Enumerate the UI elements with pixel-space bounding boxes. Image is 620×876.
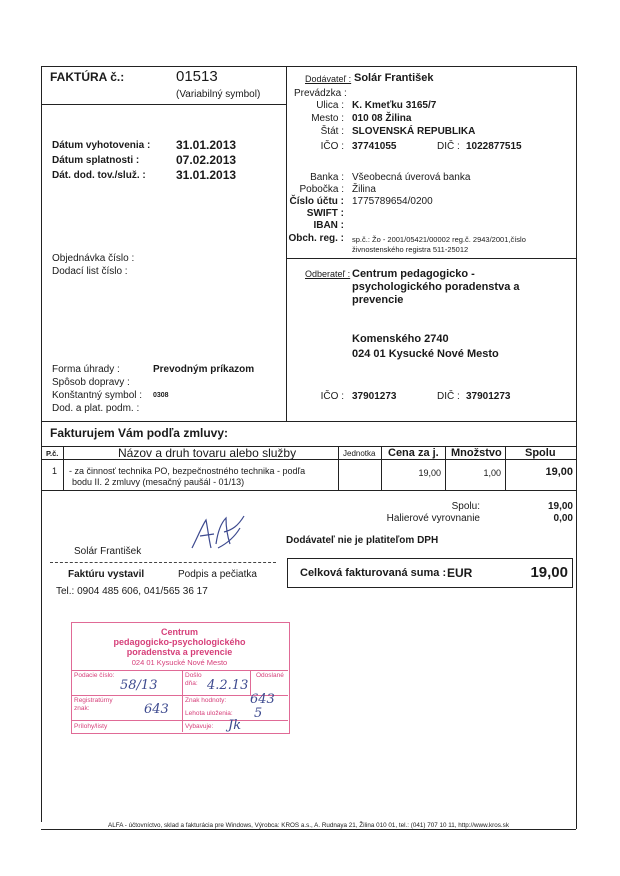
variable-symbol-label: (Variabilný symbol): [176, 89, 261, 100]
order-label: Objednávka číslo :: [52, 253, 135, 264]
item-qty: 1,00: [483, 468, 501, 478]
swift-label: SWIFT :: [306, 208, 344, 219]
stamp-podacie-value: 58/13: [120, 678, 158, 693]
signature-line: [50, 562, 276, 563]
stamp-vybavuje-label: Vybavuje:: [185, 723, 214, 730]
table-bottom: [41, 490, 576, 491]
table-col-2: [338, 446, 339, 490]
supplier-dic: 1022877515: [466, 141, 522, 152]
supplier-branch: Žilina: [352, 184, 376, 195]
items-heading: Fakturujem Vám podľa zmluvy:: [50, 426, 228, 440]
item-total: 19,00: [545, 466, 573, 478]
city-label: Mesto :: [311, 113, 344, 124]
grand-total-value: 19,00: [530, 564, 568, 581]
stamp-lehota-label: Lehota uloženia:: [185, 710, 233, 717]
stamp-podacie-label: Podacie číslo:: [74, 672, 115, 679]
customer-city: 024 01 Kysucké Nové Mesto: [352, 348, 499, 360]
invoice-number-divider: [41, 104, 286, 105]
issue-date: 31.01.2013: [176, 138, 237, 152]
customer-name-line1: Centrum pedagogicko -: [352, 268, 475, 280]
delivery-date: 31.01.2013: [176, 168, 237, 182]
stamp-odoslane-label: Odoslané: [256, 672, 284, 679]
table-col-1: [63, 446, 64, 490]
item-name-line2: bodu II. 2 zmluvy (mesačný paušál - 01/13): [72, 477, 245, 487]
stamp-vybavuje-value: Jk: [228, 718, 242, 733]
account-label: Číslo účtu :: [289, 196, 344, 207]
sign-label: Podpis a pečiatka: [178, 569, 257, 580]
frame-left: [41, 66, 42, 829]
grand-total-currency: EUR: [447, 566, 473, 580]
const-symbol-label: Konštantný symbol :: [52, 390, 143, 401]
prevadzka-label: Prevádzka :: [294, 88, 347, 99]
col-unit-header: Jednotka: [343, 449, 376, 458]
stamp-prilohy-label: Prílohy/listy: [74, 723, 108, 730]
table-col-3: [381, 446, 382, 490]
stamp-line4: 024 01 Kysucké Nové Mesto: [131, 658, 228, 667]
rounding-value: 0,00: [553, 513, 573, 524]
issued-label: Faktúru vystavil: [68, 569, 145, 580]
supplier-account: 1775789654/0200: [352, 196, 433, 207]
stamp-reg-label: Registratúrny znak:: [74, 697, 113, 712]
bank-label: Banka :: [310, 172, 344, 183]
ico-label: IČO :: [320, 141, 344, 152]
supplier-street: K. Kmeťku 3165/7: [352, 100, 437, 111]
supplier-country: SLOVENSKÁ REPUBLIKA: [352, 126, 476, 137]
frame-bottom: [41, 829, 576, 830]
sum-label: Spolu:: [451, 501, 480, 512]
phone: Tel.: 0904 485 606, 041/565 36 17: [56, 586, 208, 597]
header-bottom: [41, 421, 576, 422]
customer-label: Odberateľ :: [305, 269, 351, 279]
table-col-4: [445, 446, 446, 490]
register-line1: sp.č.: Žo - 2001/05421/00002 reg.č. 2943/2001,číslo: [352, 235, 526, 244]
signer-name: Solár František: [74, 546, 142, 557]
payment-method-label: Forma úhrady :: [52, 364, 120, 375]
supplier-customer-divider: [286, 258, 576, 259]
stamp-doslo-label: Došlo dňa:: [185, 672, 202, 687]
invoice-title: FAKTÚRA č.:: [50, 70, 125, 84]
customer-name-line3: prevencie: [352, 294, 404, 306]
stamp-line3: poradenstva a prevencie: [126, 647, 233, 657]
customer-ico: 37901273: [352, 391, 397, 402]
grand-total-label: Celková fakturovaná suma :: [300, 567, 447, 579]
branch-label: Pobočka :: [299, 184, 344, 195]
issue-date-label: Dátum vyhotovenia :: [52, 140, 151, 151]
terms-label: Dod. a plat. podm. :: [52, 403, 140, 414]
invoice-number: 01513: [176, 68, 218, 85]
stamp-hodnota-label: Znak hodnoty:: [185, 697, 227, 704]
supplier-bank: Všeobecná úverová banka: [352, 172, 471, 183]
const-symbol: 0308: [153, 392, 169, 399]
supplier-name: Solár František: [354, 72, 434, 84]
col-name-header: Názov a druh tovaru alebo služby: [118, 446, 297, 460]
stamp-col-line: [182, 670, 183, 732]
stamp-row-line-1: [71, 670, 288, 671]
dic-label: DIČ :: [437, 141, 460, 152]
sum-value: 19,00: [547, 501, 573, 512]
supplier-city: 010 08 Žilina: [352, 113, 412, 124]
street-label: Ulica :: [316, 100, 344, 111]
supplier-label: Dodávateľ :: [305, 74, 352, 84]
frame-top: [41, 66, 576, 67]
stamp-reg-value: 643: [144, 702, 169, 717]
col-total-header: Spolu: [525, 447, 556, 459]
stamp-lehota-value: 5: [254, 706, 263, 721]
stamp-line2: pedagogicko-psychologického: [113, 637, 246, 647]
supplier-ico: 37741055: [352, 141, 397, 152]
table-col-5: [505, 446, 506, 490]
register-label: Obch. reg. :: [288, 233, 344, 244]
col-pc-header: P.č.: [46, 449, 59, 458]
iban-label: IBAN :: [313, 220, 344, 231]
transport-label: Spôsob dopravy :: [52, 377, 130, 388]
col-qty-header: Množstvo: [451, 447, 502, 459]
signature-scribble: [188, 508, 248, 554]
delivery-date-label: Dát. dod. tov./služ. :: [52, 170, 146, 181]
delivery-note-label: Dodací list číslo :: [52, 266, 128, 277]
footer-text: ALFA - účtovníctvo, sklad a fakturácia pre Windows, Výrobca: KROS a.s., A. Rudnaya 21, Žilina 010 01, tel.: (041) 707 10 11, http://www.kros.sk: [41, 822, 576, 829]
item-price: 19,00: [418, 468, 441, 478]
customer-ico-label: IČO :: [320, 391, 344, 402]
customer-name-line2: psychologického poradenstva a: [352, 281, 520, 293]
payment-method: Prevodným príkazom: [153, 364, 255, 375]
register-line2: živnostenského registra 511-25012: [352, 245, 469, 254]
rounding-label: Halierové vyrovnanie: [386, 513, 480, 524]
stamp-hodnota-value: 643: [250, 692, 275, 707]
due-date-label: Dátum splatnosti :: [52, 155, 140, 166]
frame-right: [576, 66, 577, 829]
customer-dic: 37901273: [466, 391, 511, 402]
stamp-line1: Centrum: [160, 627, 198, 637]
country-label: Štát :: [320, 126, 344, 137]
due-date: 07.02.2013: [176, 153, 237, 167]
vat-note: Dodávateľ nie je platiteľom DPH: [286, 535, 439, 546]
customer-street: Komenského 2740: [352, 333, 449, 345]
stamp-doslo-value: 4.2.13: [207, 678, 249, 693]
customer-dic-label: DIČ :: [437, 391, 460, 402]
col-price-header: Cena za j.: [388, 447, 439, 459]
item-pc: 1: [52, 466, 58, 476]
item-name-line1: - za činnosť technika PO, bezpečnostného technika - podľa: [69, 466, 306, 476]
